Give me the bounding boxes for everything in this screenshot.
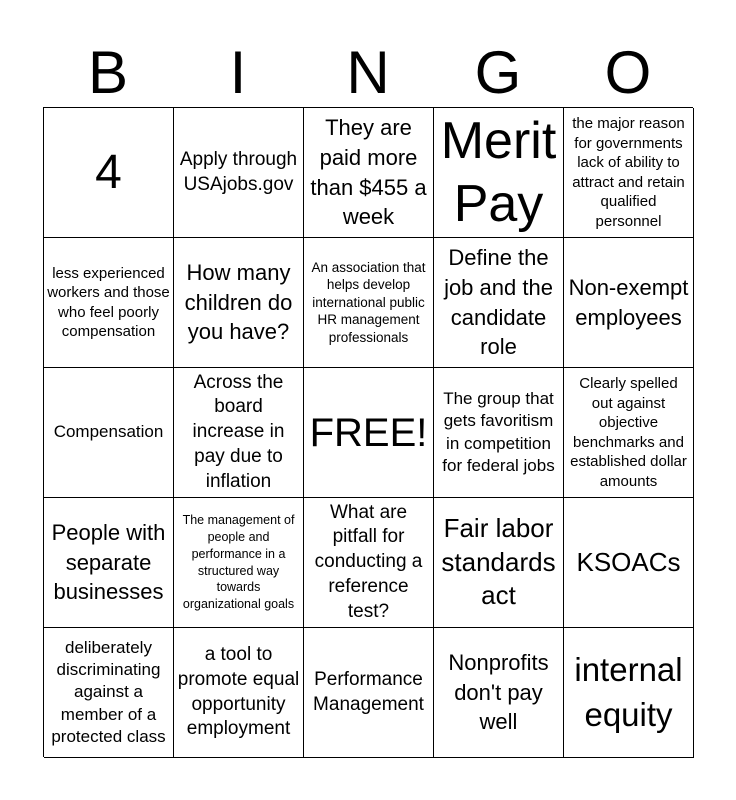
- title-letter-o: O: [604, 39, 652, 106]
- bingo-cell-r2c5[interactable]: Non-exempt employees: [564, 238, 694, 368]
- bingo-cell-r5c1[interactable]: deliberately discriminating against a member of a protected class: [44, 628, 174, 758]
- bingo-cell-r3c4[interactable]: The group that gets favoritism in competition for federal jobs: [434, 368, 564, 498]
- bingo-cell-r4c1[interactable]: People with separate businesses: [44, 498, 174, 628]
- bingo-cell-r1c5[interactable]: the major reason for governments lack of ability to attract and retain qualified personnel: [564, 108, 694, 238]
- title-letter-n: N: [346, 39, 390, 106]
- bingo-cell-r3c1[interactable]: Compensation: [44, 368, 174, 498]
- bingo-title: [43, 40, 693, 106]
- bingo-cell-r1c1[interactable]: 4: [44, 108, 174, 238]
- bingo-cell-r4c3[interactable]: What are pitfall for conducting a reference test?: [304, 498, 434, 628]
- title-letter-g: G: [474, 39, 522, 106]
- bingo-cell-r5c5[interactable]: internal equity: [564, 628, 694, 758]
- bingo-board: [43, 107, 693, 757]
- bingo-cell-r2c2[interactable]: How many children do you have?: [174, 238, 304, 368]
- bingo-cell-r4c2[interactable]: The management of people and performance in a structured way towards organizational goals: [174, 498, 304, 628]
- bingo-cell-r2c4[interactable]: Define the job and the candidate role: [434, 238, 564, 368]
- bingo-cell-r1c4[interactable]: Merit Pay: [434, 108, 564, 238]
- bingo-cell-r4c4[interactable]: Fair labor standards act: [434, 498, 564, 628]
- bingo-cell-r1c2[interactable]: Apply through USAjobs.gov: [174, 108, 304, 238]
- bingo-cell-r3c5[interactable]: Clearly spelled out against objective benchmarks and established dollar amounts: [564, 368, 694, 498]
- title-letter-b: B: [87, 39, 129, 106]
- bingo-cell-r5c4[interactable]: Nonprofits don't pay well: [434, 628, 564, 758]
- bingo-cell-r2c1[interactable]: less experienced workers and those who feel poorly compensation: [44, 238, 174, 368]
- bingo-cell-r5c2[interactable]: a tool to promote equal opportunity employment: [174, 628, 304, 758]
- title-letter-i: I: [229, 39, 247, 106]
- bingo-cell-r2c3[interactable]: An association that helps develop international public HR management professionals: [304, 238, 434, 368]
- bingo-cell-r5c3[interactable]: Performance Management: [304, 628, 434, 758]
- bingo-cell-r4c5[interactable]: KSOACs: [564, 498, 694, 628]
- bingo-cell-free[interactable]: FREE!: [304, 368, 434, 498]
- bingo-cell-r1c3[interactable]: They are paid more than $455 a week: [304, 108, 434, 238]
- bingo-cell-r3c2[interactable]: Across the board increase in pay due to inflation: [174, 368, 304, 498]
